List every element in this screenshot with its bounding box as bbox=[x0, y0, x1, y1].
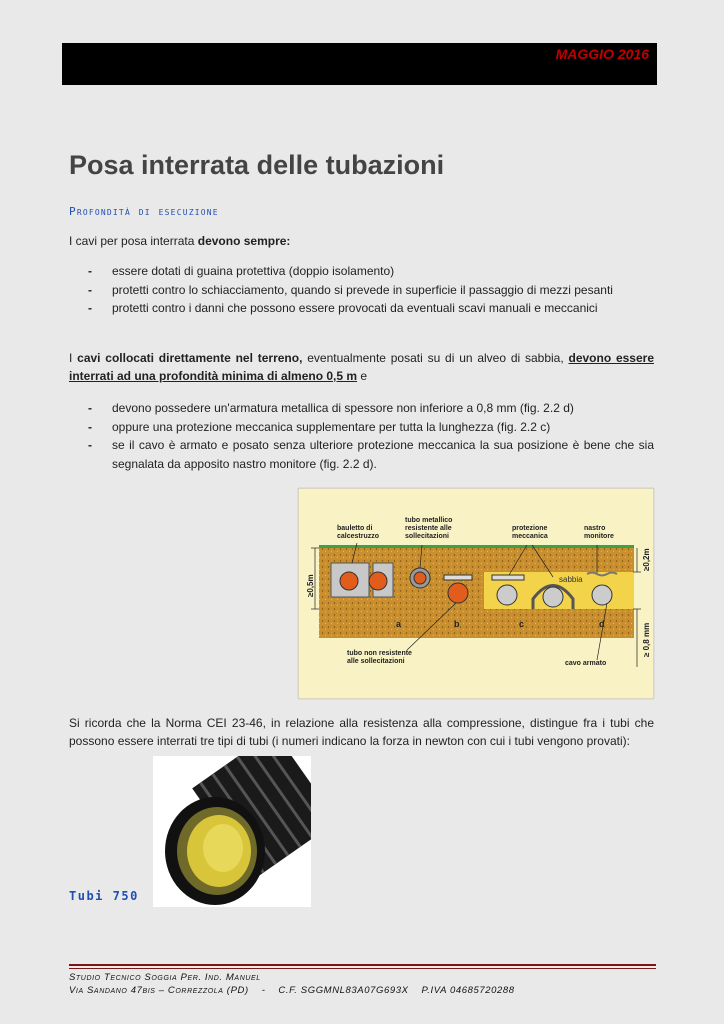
dash-bullet: - bbox=[88, 282, 92, 297]
label-cavo-armato: cavo armato bbox=[565, 660, 607, 667]
diagram-svg bbox=[297, 487, 655, 700]
list-item-text: se il cavo è armato e posato senza ulteriore protezione meccanica la sua posizione è bene che sia segnalata da apposito nastro monitore (fig. 2.2 d). bbox=[112, 438, 654, 471]
cable-in-metal-tube bbox=[414, 572, 426, 584]
para2-bold-1: cavi collocati direttamente nel terreno, bbox=[77, 351, 303, 365]
list-item bbox=[88, 299, 654, 318]
dash-bullet: - bbox=[88, 301, 92, 315]
header-date: MAGGIO 2016 bbox=[555, 46, 649, 62]
grass-line bbox=[319, 545, 634, 548]
label-b: b bbox=[454, 619, 460, 629]
conditions-list bbox=[88, 399, 654, 473]
page-title: Posa interrata delle tubazioni bbox=[69, 150, 445, 180]
cable-c2 bbox=[543, 587, 563, 607]
protection-plate bbox=[444, 575, 472, 580]
tubi-750-label: Tubi 750 bbox=[69, 889, 139, 903]
list-item bbox=[88, 436, 654, 473]
sabbia-label: sabbia bbox=[559, 575, 583, 584]
list-item bbox=[88, 281, 654, 300]
dim-left-label: ≥0,5m bbox=[306, 574, 315, 597]
label-bauletto: bauletto di calcestruzzo bbox=[337, 525, 380, 540]
cable-c1 bbox=[497, 585, 517, 605]
list-item bbox=[88, 399, 654, 418]
footer-line-1: Studio Tecnico Soggia Per. Ind. Manuel bbox=[69, 972, 261, 983]
para2-text-1: I bbox=[69, 351, 78, 365]
list-item-text: devono possedere un'armatura metallica di spessore non inferiore a 0,8 mm (fig. 2.2 d) bbox=[112, 401, 574, 415]
list-item-text: oppure una protezione meccanica supplementare per tutta la lunghezza (fig. 2.2 c) bbox=[112, 419, 551, 434]
dash-bullet: - bbox=[88, 264, 92, 278]
cable-b bbox=[448, 583, 468, 603]
list-item-text: essere dotati di guaina protettiva (doppio isolamento) bbox=[112, 264, 395, 278]
corrugated-pipe-image bbox=[153, 756, 311, 907]
label-d: d bbox=[599, 619, 605, 629]
cable-a1 bbox=[340, 572, 358, 590]
intro-text: I cavi per posa interrata bbox=[69, 234, 198, 248]
depth-paragraph bbox=[69, 349, 654, 385]
dim-right-bottom-label: ≥ 0,8 mm bbox=[642, 622, 651, 657]
footer-line-2: Via Sandano 47bis – Correzzola (PD) - C.F. SGGMNL83A07G693X P.IVA 04685720288 bbox=[69, 985, 515, 996]
label-protezione: protezione meccanica bbox=[512, 525, 548, 540]
dash-bullet: - bbox=[88, 438, 92, 452]
dim-right-top-label: ≥0,2m bbox=[642, 548, 651, 571]
list-item bbox=[88, 418, 654, 437]
section-subtitle: Profondità di esecuzione bbox=[69, 205, 219, 218]
para2-text-2: eventualmente posati su di un alveo di sabbia, bbox=[302, 351, 569, 365]
label-tubo-metallico: tubo metallico resistente alle sollecitazioni bbox=[405, 517, 453, 540]
cable-a2 bbox=[369, 572, 387, 590]
list-item-text: protetti contro i danni che possono essere provocati da eventuali scavi manuali e meccanici bbox=[112, 301, 598, 315]
requirements-list bbox=[88, 262, 654, 318]
label-nastro: nastro monitore bbox=[584, 525, 614, 540]
cable-d bbox=[592, 585, 612, 605]
intro-bold: devono sempre: bbox=[197, 234, 291, 248]
dash-bullet: - bbox=[88, 401, 92, 415]
list-item-text: protetti contro lo schiacciamento, quando si prevede in superficie il passaggio di mezzi pesanti bbox=[112, 282, 613, 297]
para2-text-3: e bbox=[357, 369, 368, 383]
dash-bullet: - bbox=[88, 419, 92, 434]
pipe-svg bbox=[153, 756, 311, 907]
label-c: c bbox=[519, 619, 525, 629]
footer bbox=[69, 971, 515, 997]
protection-plate-c bbox=[492, 575, 524, 580]
intro-paragraph bbox=[69, 232, 290, 250]
header-bar bbox=[62, 43, 657, 85]
list-item bbox=[88, 262, 654, 281]
norm-paragraph: Si ricorda che la Norma CEI 23-46, in relazione alla resistenza alla compressione, distingue fra i tubi che possono essere interrati tre tipi di tubi (i numeri indicano la forza in newton con cui i tubi vengono provati): bbox=[69, 716, 654, 748]
label-a: a bbox=[396, 619, 402, 629]
footer-divider bbox=[69, 964, 656, 969]
para2-bold-2: devono essere interrati ad una profondità minima di almeno 0,5 m bbox=[69, 351, 654, 383]
cable-burial-diagram bbox=[297, 487, 655, 700]
label-tubo-non: tubo non resistente alle sollecitazioni bbox=[347, 650, 412, 665]
